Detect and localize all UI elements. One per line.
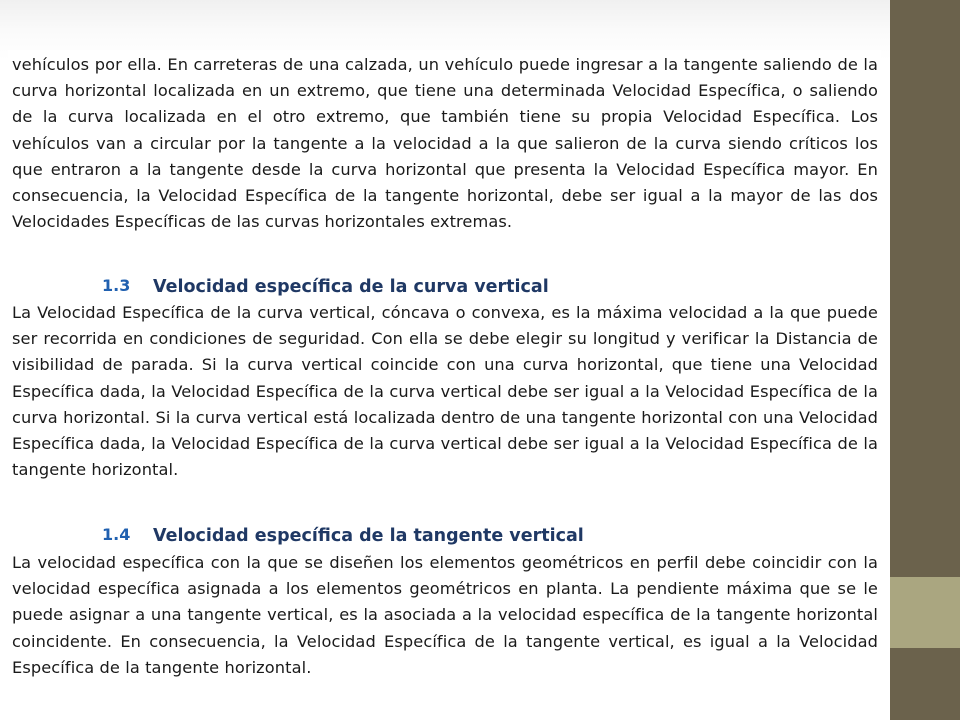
side-decor-band-top [890,0,960,577]
paragraph-curva-vertical: La Velocidad Específica de la curva vertical, cóncava o convexa, es la máxima velocidad a la que puede ser recorrida en condiciones de seguridad. Con ella se debe elegir su longitud y verificar la Distancia de visibilidad de parada. Si la curva vertical coincide con una curva horizontal, que tiene una Velocidad Específica dada, la Velocidad Específica de la curva vertical debe ser igual a la Velocidad Específica de la curva horizontal. Si la curva vertical está localizada dentro de una tangente horizontal con una Velocidad Específica dada, la Velocidad Específica de la curva vertical debe ser igual a la Velocidad Específica de la tangente horizontal. [12,303,878,480]
side-decor-band-bottom [890,648,960,720]
side-decor-band-middle [890,577,960,648]
section-title-curva-vertical: Velocidad específica de la curva vertical [153,277,549,297]
section-number-1-3: 1.3 [102,276,131,295]
paragraph-intro: vehículos por ella. En carreteras de una calzada, un vehículo puede ingresar a la tangente saliendo de la curva horizontal localizada en un extremo, que tiene una determinada Velocidad Específica, o saliendo de la curva localizada en el otro extremo, que también tiene su propia Velocidad Específica. Los vehículos van a circular por la tangente a la velocidad a la que salieron de la curva siendo críticos los que entraron a la tangente desde la curva horizontal que presenta la Velocidad Específica mayor. En consecuencia, la Velocidad Específica de la tangente horizontal, debe ser igual a la mayor de las dos Velocidades Específicas de las curvas horizontales extremas. [12,55,878,232]
section-number-1-4: 1.4 [102,525,131,544]
section-title-tangente-vertical: Velocidad específica de la tangente vertical [153,526,584,546]
paragraph-tangente-vertical: La velocidad específica con la que se diseñen los elementos geométricos en perfil debe coincidir con la velocidad específica asignada a los elementos geométricos en planta. La pendiente máxima que se le puede asignar a una tangente vertical, es la asociada a la velocidad específica de la tangente horizontal coincidente. En consecuencia, la Velocidad Específica de la tangente vertical, es igual a la Velocidad Específica de la tangente horizontal. [12,553,878,677]
